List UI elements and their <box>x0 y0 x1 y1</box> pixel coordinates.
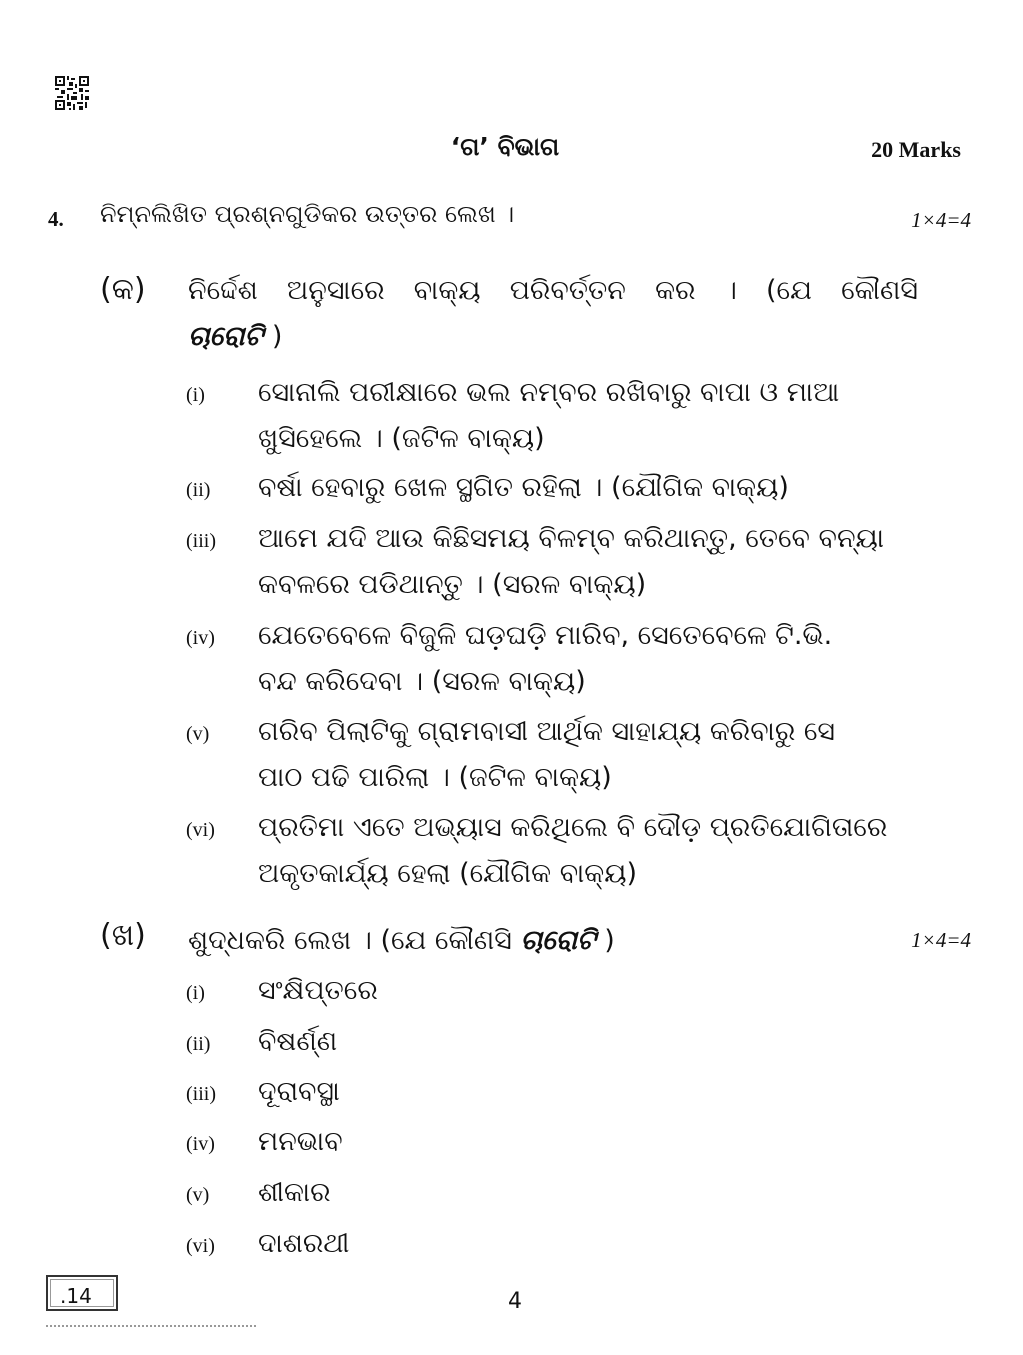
part-b-instruction-text: ଶୁଦ୍ଧକରି ଲେଖ । (ଯେ କୌଣସି <box>188 925 512 956</box>
item-line: ସୋନାଲି ପରୀକ୍ଷାରେ ଭଲ ନମ୍ବର ରଖିବାରୁ ବାପା ଓ ମାଆ <box>258 377 840 408</box>
item-number: (ii) <box>186 479 211 501</box>
qr-code-icon <box>55 76 89 110</box>
item-line: ବନ୍ଦ କରିଦେବା । (ସରଳ ବାକ୍ୟ) <box>258 666 586 697</box>
part-a-close: ) <box>271 321 283 352</box>
item-number: (v) <box>186 723 210 745</box>
item-number: (iii) <box>186 530 216 552</box>
item-number: (i) <box>186 384 205 406</box>
part-b-close: ) <box>604 925 615 956</box>
item-number: (iv) <box>186 627 215 649</box>
item-number: (iv) <box>186 1133 215 1155</box>
part-a-label: (କ) <box>100 272 146 307</box>
item-line: ବର୍ଷା ହେବାରୁ ଖେଳ ସ୍ଥଗିତ ରହିଲା । (ଯୌଗିକ ବାକ୍ୟ) <box>258 472 789 503</box>
item-text: ସଂକ୍ଷିପ୍ତରେ <box>258 975 378 1006</box>
item-number: (v) <box>186 1184 210 1206</box>
item-number: (vi) <box>186 1235 215 1257</box>
page-number: 4 <box>508 1289 522 1314</box>
item-line: ଯେତେବେଳେ ବିଜୁଳି ଘଡ଼ଘଡ଼ି ମାରିବ, ସେତେବେଳେ ଟି.ଭି. <box>258 620 833 651</box>
item-line: ଅକୃତକାର୍ଯ୍ୟ ହେଲା (ଯୌଗିକ ବାକ୍ୟ) <box>258 858 638 889</box>
part-b-instruction <box>188 918 668 964</box>
part-b-marks: 1×4=4 <box>911 928 971 952</box>
item-line: କବଳରେ ପଡିଥାନ୍ତୁ । (ସରଳ ବାକ୍ୟ) <box>258 569 647 600</box>
total-marks: 20 Marks <box>871 137 961 162</box>
part-a-instruction-cont <box>188 314 918 360</box>
item-line: ଆମେ ଯଦି ଆଉ କିଛିସମୟ ବିଳମ୍ବ କରିଥାନ୍ତୁ, ତେବେ ବନ୍ୟା <box>258 523 884 554</box>
item-line: ପ୍ରତିମା ଏତେ ଅଭ୍ୟାସ କରିଥିଲେ ବି ଦୌଡ଼ ପ୍ରତିଯୋଗିତାରେ <box>258 812 888 843</box>
item-text: ଶୀକାର <box>258 1177 331 1208</box>
item-line: ପାଠ ପଢି ପାରିଲା । (ଜଟିଳ ବାକ୍ୟ) <box>258 762 612 793</box>
item-text: ମନଭାବ <box>258 1126 343 1157</box>
item-text: ଦାଶରଥୀ <box>258 1228 350 1259</box>
item-text: ବିଷର୍ଣ୍ଣ <box>258 1026 338 1057</box>
part-a-emphasis: ଚାରୋଟି <box>188 321 264 352</box>
footer-rule <box>46 1325 256 1327</box>
question-number: 4. <box>48 207 64 231</box>
part-a-instruction: ନିର୍ଦ୍ଦେଶ ଅନୁସାରେ ବାକ୍ୟ ପରିବର୍ତ୍ତନ କର । (ଯେ କୌଣସି <box>188 275 918 306</box>
item-number: (vi) <box>186 819 215 841</box>
paper-code: .14 <box>60 1284 92 1308</box>
part-b-label: (ଖ) <box>100 918 146 953</box>
item-line: ଗରିବ ପିଲାଟିକୁ ଗ୍ରାମବାସୀ ଆର୍ଥିକ ସାହାଯ୍ୟ କରିବାରୁ ସେ <box>258 716 836 747</box>
section-title: ‘ଗ’ ବିଭାଗ <box>450 132 560 161</box>
item-number: (i) <box>186 982 205 1004</box>
question-marks: 1×4=4 <box>911 208 971 232</box>
item-number: (iii) <box>186 1083 216 1105</box>
item-number: (ii) <box>186 1033 211 1055</box>
item-line: ଖୁସିହେଲେ । (ଜଟିଳ ବାକ୍ୟ) <box>258 423 545 454</box>
part-b-emphasis: ଚାରୋଟି <box>520 925 596 956</box>
question-text: ନିମ୍ନଲିଖିତ ପ୍ରଶ୍ନଗୁଡିକର ଉତ୍ତର ଲେଖ । <box>100 200 515 228</box>
item-text: ଦୂରାବସ୍ଥା <box>258 1076 340 1107</box>
